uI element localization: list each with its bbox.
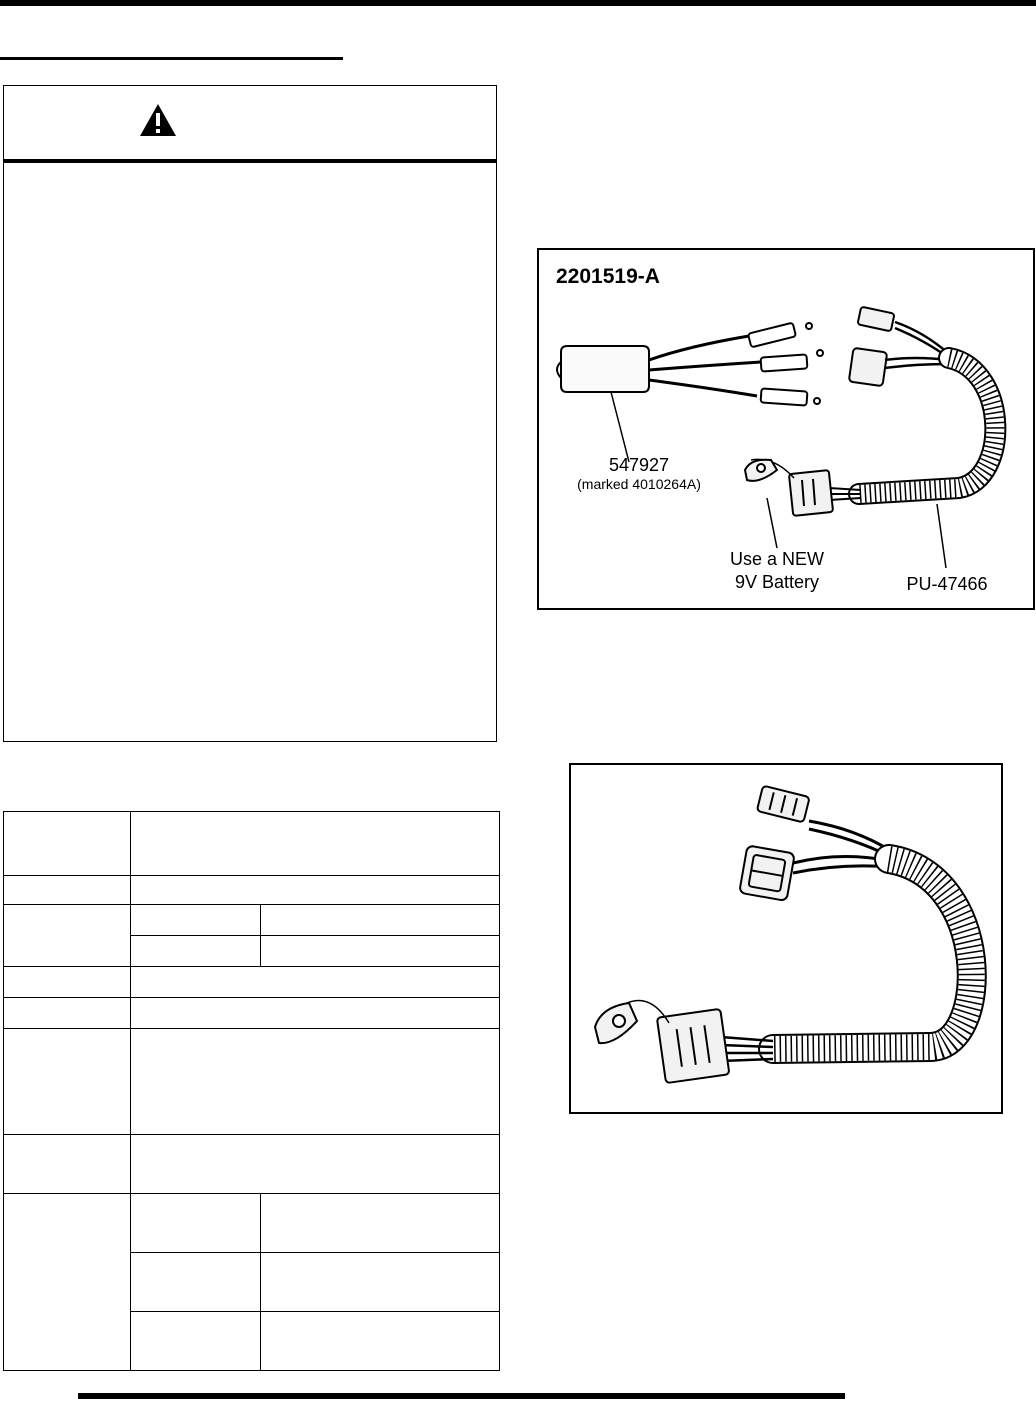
- table-cell: [261, 905, 500, 936]
- harness-illustration: [571, 765, 1001, 1112]
- table-row: [4, 876, 500, 905]
- bottom-rule: [78, 1393, 845, 1399]
- table-cell: [131, 1194, 261, 1253]
- table-cell: [131, 936, 261, 967]
- table-cell: [4, 905, 131, 967]
- table-row: [4, 1135, 500, 1194]
- warning-box: [3, 85, 497, 742]
- table-cell: [261, 1253, 500, 1312]
- table-cell: [261, 936, 500, 967]
- table-cell: [131, 1029, 500, 1135]
- table-row: [4, 998, 500, 1029]
- part-note-label: (marked 4010264A): [577, 476, 701, 492]
- warning-divider: [4, 159, 496, 163]
- top-rule: [0, 0, 1036, 6]
- table-cell: [4, 967, 131, 998]
- figure-harness: [569, 763, 1003, 1114]
- table-cell: [4, 812, 131, 876]
- harness-part: [745, 307, 995, 568]
- battery-label-line2: 9V Battery: [734, 572, 820, 592]
- warning-triangle-icon: [139, 103, 177, 137]
- table-cell: [131, 1135, 500, 1194]
- table-row: [4, 967, 500, 998]
- table-cell: [4, 1029, 131, 1135]
- table-row: [4, 905, 500, 936]
- battery-label-line1: Use a NEW: [729, 549, 825, 569]
- table-row: [4, 812, 500, 876]
- table-cell: [261, 1194, 500, 1253]
- table-cell: [131, 1312, 261, 1371]
- table-row: [4, 1029, 500, 1135]
- table-cell: [4, 1194, 131, 1371]
- spec-table: [3, 811, 500, 1371]
- warning-header: [4, 86, 496, 160]
- table-cell: [4, 998, 131, 1029]
- table-cell: [131, 812, 500, 876]
- table-cell: [131, 1253, 261, 1312]
- table-cell: [4, 876, 131, 905]
- part-number-label: 547927: [608, 455, 670, 475]
- header-rule: [0, 57, 343, 60]
- table-cell: [131, 967, 500, 998]
- figure-tool-kit: [537, 248, 1035, 610]
- table-cell: [131, 998, 500, 1029]
- capacitor-part: [557, 323, 823, 462]
- table-row: [4, 1194, 500, 1253]
- tool-number-label: PU-47466: [906, 574, 988, 594]
- table-cell: [261, 1312, 500, 1371]
- table-cell: [131, 905, 261, 936]
- table-cell: [131, 876, 500, 905]
- figure-id: 2201519-A: [556, 265, 660, 288]
- table-cell: [4, 1135, 131, 1194]
